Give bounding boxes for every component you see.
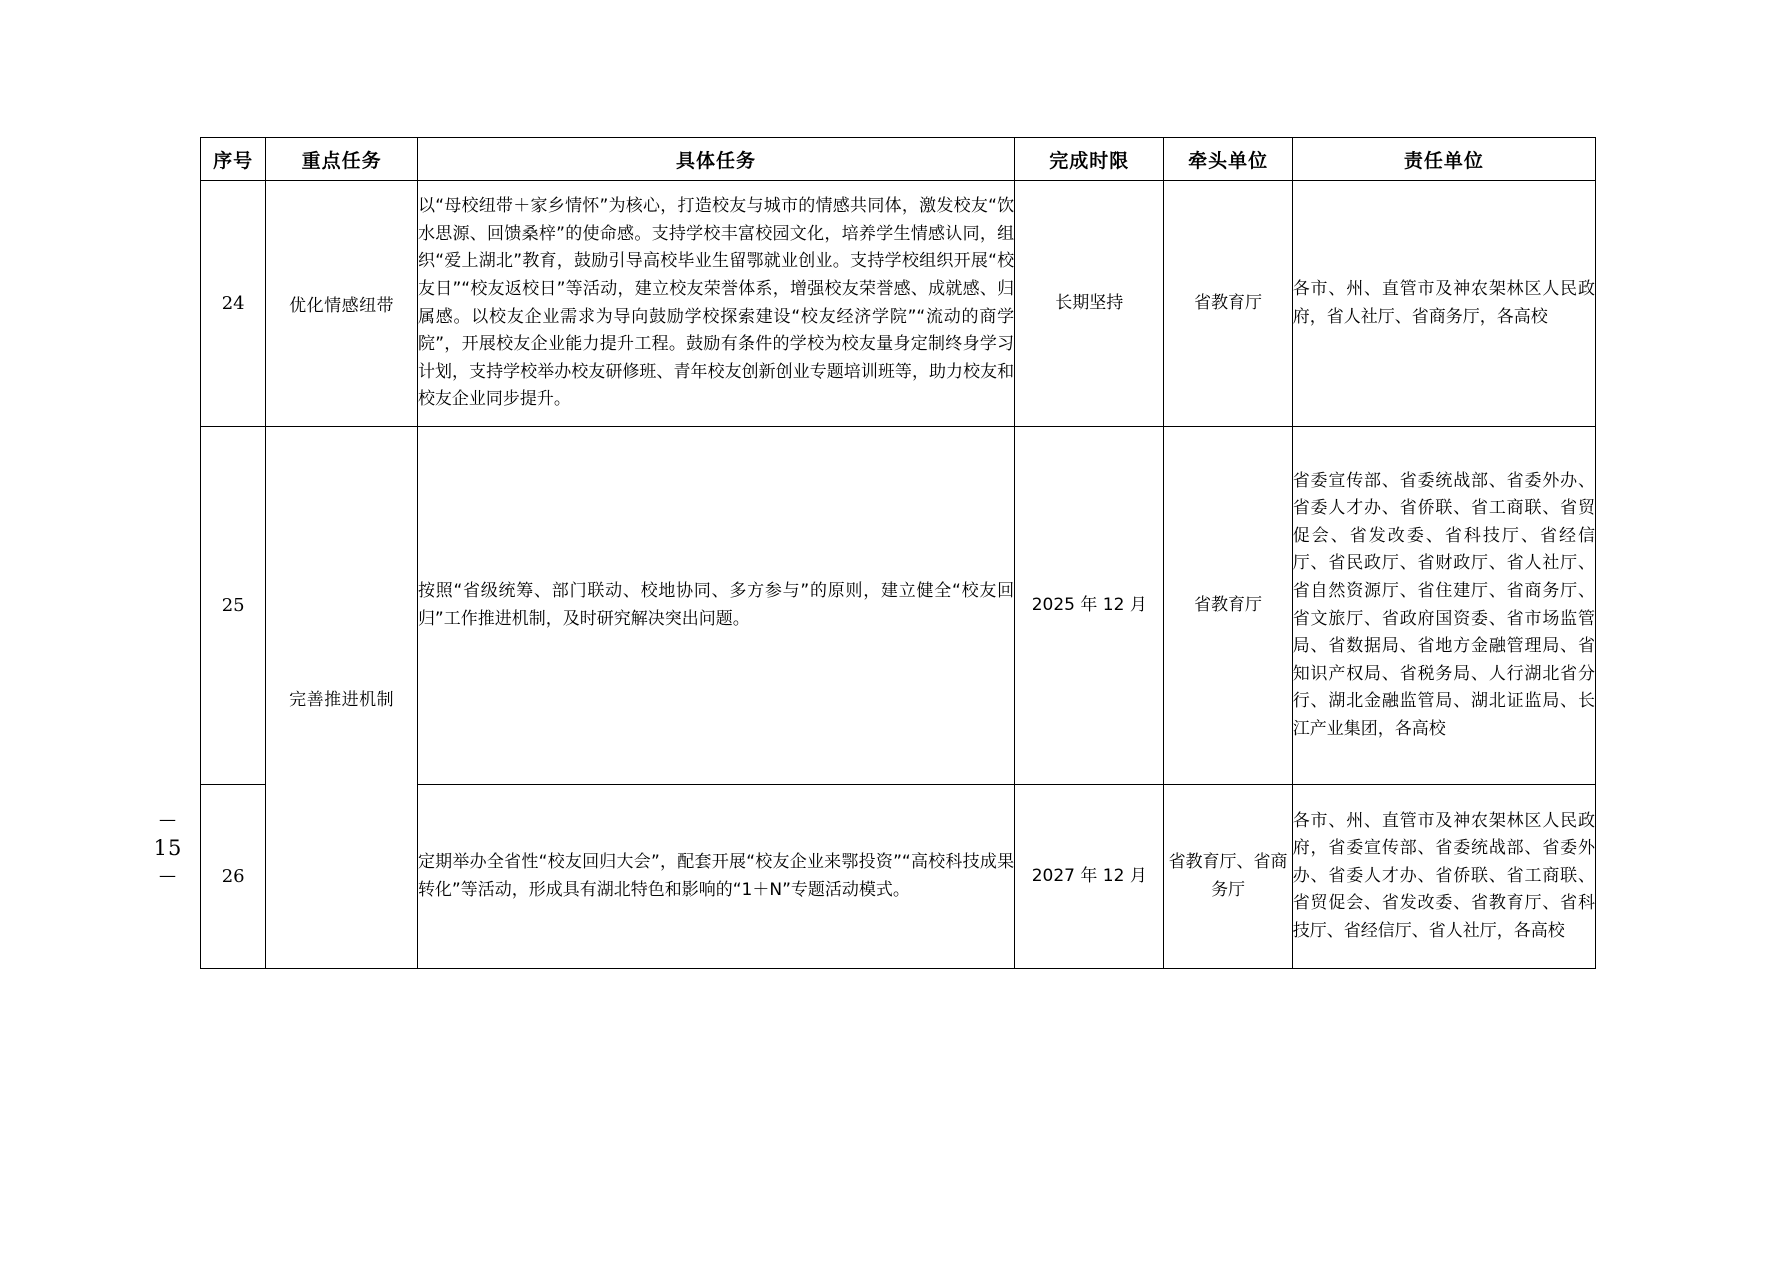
row-lead-unit: 省教育厅、省商务厅 (1164, 785, 1292, 969)
row-detail-task: 定期举办全省性“校友回归大会”，配套开展“校友企业来鄂投资”“高校科技成果转化”等活动，形成具有湖北特色和影响的“1＋N”专题活动模式。 (417, 785, 1014, 969)
row-responsible-unit: 各市、州、直管市及神农架林区人民政府，省委宣传部、省委统战部、省委外办、省委人才办、省侨联、省工商联、省贸促会、省发改委、省教育厅、省科技厅、省经信厅、省人社厅，各高校 (1292, 785, 1595, 969)
row-responsible-unit: 各市、州、直管市及神农架林区人民政府，省人社厅、省商务厅，各高校 (1292, 181, 1595, 427)
page-number-value: 15 (153, 836, 183, 861)
table-row (201, 427, 1596, 785)
table-header-row (201, 138, 1596, 181)
page-number-dash-bottom: — (159, 865, 177, 886)
row-key-task: 完善推进机制 (266, 427, 418, 969)
header-deadline: 完成时限 (1015, 138, 1164, 181)
row-seq: 26 (201, 785, 266, 969)
row-deadline: 长期坚持 (1015, 181, 1164, 427)
row-deadline: 2027 年 12 月 (1015, 785, 1164, 969)
header-lead-unit: 牵头单位 (1164, 138, 1292, 181)
header-key-task: 重点任务 (266, 138, 418, 181)
row-seq: 24 (201, 181, 266, 427)
task-table (200, 137, 1596, 969)
page-number-dash-top: — (159, 810, 177, 830)
page-number (148, 810, 188, 887)
row-seq: 25 (201, 427, 266, 785)
row-lead-unit: 省教育厅 (1164, 427, 1292, 785)
header-seq: 序号 (201, 138, 266, 181)
row-responsible-unit: 省委宣传部、省委统战部、省委外办、省委人才办、省侨联、省工商联、省贸促会、省发改委、省科技厅、省经信厅、省民政厅、省财政厅、省人社厅、省自然资源厅、省住建厅、省商务厅、省文旅厅、省政府国资委、省市场监管局、省数据局、省地方金融管理局、省知识产权局、省税务局、人行湖北省分行、湖北金融监管局、湖北证监局、长江产业集团，各高校 (1292, 427, 1595, 785)
header-detail-task: 具体任务 (417, 138, 1014, 181)
row-lead-unit: 省教育厅 (1164, 181, 1292, 427)
table-row (201, 181, 1596, 427)
row-detail-task: 以“母校纽带＋家乡情怀”为核心，打造校友与城市的情感共同体，激发校友“饮水思源、回馈桑梓”的使命感。支持学校丰富校园文化，培养学生情感认同，组织“爱上湖北”教育，鼓励引导高校毕业生留鄂就业创业。支持学校组织开展“校友日”“校友返校日”等活动，建立校友荣誉体系，增强校友荣誉感、成就感、归属感。以校友企业需求为导向鼓励学校探索建设“校友经济学院”“流动的商学院”，开展校友企业能力提升工程。鼓励有条件的学校为校友量身定制终身学习计划，支持学校举办校友研修班、青年校友创新创业专题培训班等，助力校友和校友企业同步提升。 (417, 181, 1014, 427)
header-responsible-unit: 责任单位 (1292, 138, 1595, 181)
row-detail-task: 按照“省级统筹、部门联动、校地协同、多方参与”的原则，建立健全“校友回归”工作推进机制，及时研究解决突出问题。 (417, 427, 1014, 785)
row-key-task: 优化情感纽带 (266, 181, 418, 427)
row-deadline: 2025 年 12 月 (1015, 427, 1164, 785)
